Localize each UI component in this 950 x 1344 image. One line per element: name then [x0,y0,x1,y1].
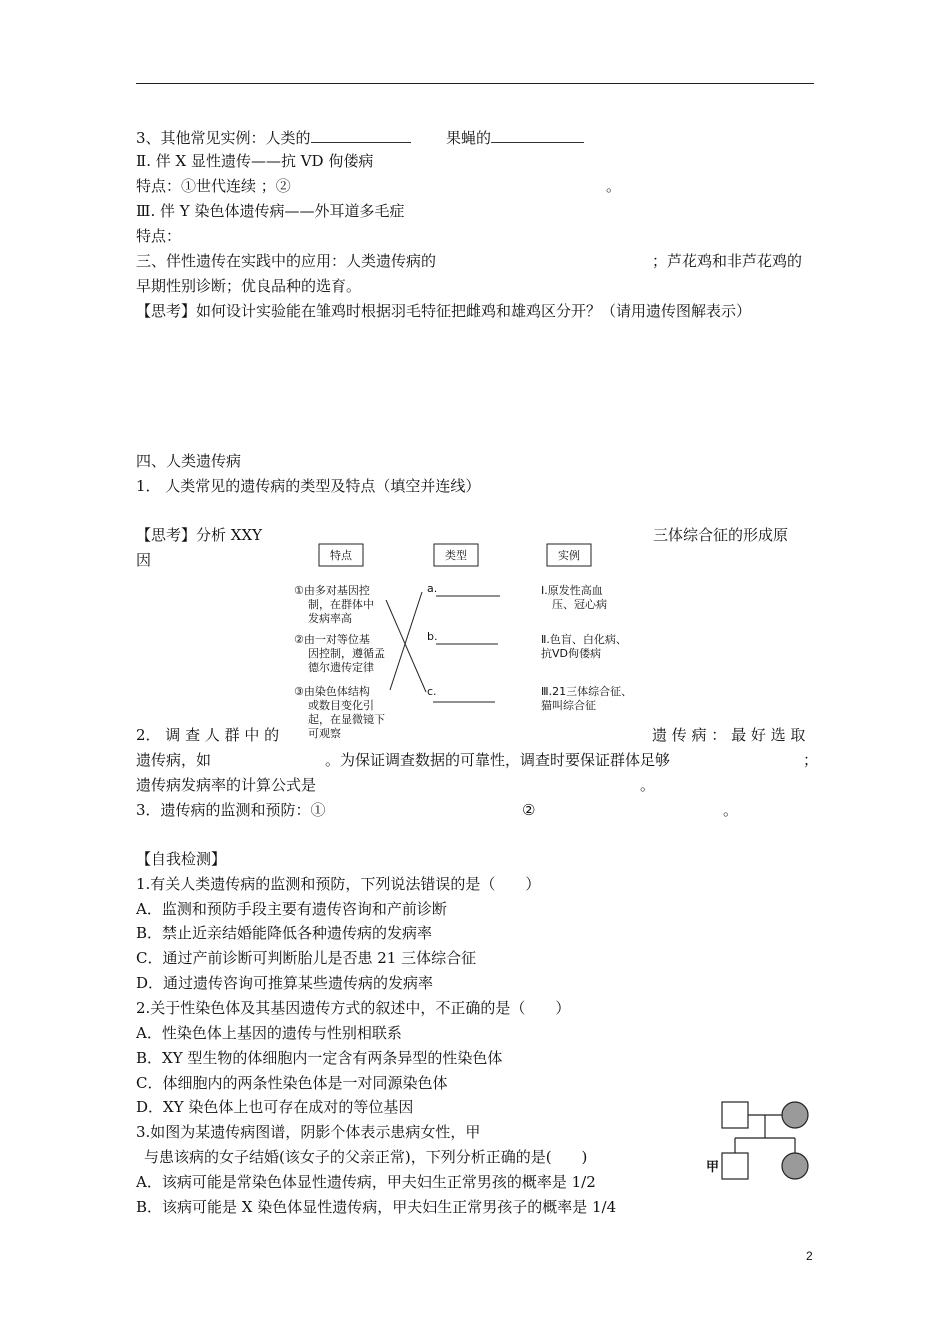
q2-option-d[interactable]: D．XY 染色体上也可存在成对的等位基因 [136,1098,414,1116]
line-application: 三、伴性遗传在实践中的应用：人类遗传病的 [136,252,437,270]
type-b-label: b. [427,630,438,643]
header-features: 特点 [330,549,352,562]
line-prevention: 3．遗传病的监测和预防：① [136,801,326,819]
female-affected-symbol [782,1102,808,1128]
feature-3-line-3: 起，在显微镜下 [308,713,385,726]
text: 果蝇的 [446,129,492,147]
connector-line[interactable] [390,592,422,690]
line-survey: 2． 调 查 人 群 中 的 [136,726,280,744]
line-think-1: 【思考】如何设计实验能在雏鸡时根据羽毛特征把雌鸡和雄鸡区分开？（请用遗传图解表示） [136,302,752,320]
male-jia-symbol [722,1153,748,1179]
feature-3-line-1: ③由染色体结构 [294,685,370,698]
self-test-title: 【自我检测】 [136,850,227,868]
header-type: 类型 [445,549,467,562]
question-3-cont: 与患该病的女子结婚(该女子的父亲正常)，下列分析正确的是( ) [144,1148,588,1166]
example-1-line-2: 压、冠心病 [552,598,607,611]
q2-option-c[interactable]: C．体细胞内的两条性染色体是一对同源染色体 [136,1074,448,1092]
female-affected-symbol [782,1153,808,1179]
feature-2-line-2: 因控制，遵循孟 [308,647,385,660]
q1-option-b[interactable]: B．禁止近亲结婚能降低各种遗传病的发病率 [136,924,433,942]
q3-option-b[interactable]: B．该病可能是 X 染色体显性遗传病，甲夫妇生正常男孩子的概率是 1/4 [136,1198,617,1216]
q1-option-c[interactable]: C．通过产前诊断可判断胎儿是否患 21 三体综合征 [136,949,477,967]
example-2-line-2: 抗VD佝偻病 [541,647,601,660]
line-survey-cont: 遗 传 病 ： 最 好 选 取 [652,726,806,744]
question-1: 1.有关人类遗传病的监测和预防，下列说法错误的是（ ） [136,875,541,893]
q1-option-a[interactable]: A．监测和预防手段主要有遗传咨询和产前诊断 [136,900,447,918]
q3-option-a[interactable]: A．该病可能是常染色体显性遗传病，甲夫妇生正常男孩的概率是 1/2 [136,1173,596,1191]
line-application-cont: ；芦花鸡和非芦花鸡的 [652,252,803,270]
section-title-human-disease: 四、人类遗传病 [136,452,242,470]
line-think-2-end: 因 [136,551,152,569]
male-unaffected-symbol [722,1102,748,1128]
period: 。 [723,801,739,819]
type-c-label: c. [427,685,437,698]
line-types-features: 1． 人类常见的遗传病的类型及特点（填空并连线） [136,477,481,495]
example-2-line-1: Ⅱ.色盲、白化病、 [541,633,627,646]
feature-2-line-1: ②由一对等位基 [294,633,370,646]
feature-1-line-1: ①由多对基因控 [294,584,370,597]
line-think-2-cont: 三体综合征的形成原 [653,526,789,544]
semicolon: ； [803,751,819,769]
example-3-line-1: Ⅲ.21三体综合征、 [541,685,633,698]
q2-option-b[interactable]: B．XY 型生物的体细胞内一定含有两条异型的性染色体 [136,1049,503,1067]
type-a-label: a. [427,582,438,595]
connector-line[interactable] [386,600,426,692]
feature-1-line-3: 发病率高 [308,612,352,625]
page-number: 2 [806,1249,813,1263]
line-survey-2-mid: 。为保证调查数据的可靠性，调查时要保证群体足够 [325,751,671,769]
line-y-linked: Ⅲ. 伴 Y 染色体遗传病——外耳道多毛症 [136,202,405,220]
prevention-item-2: ② [522,801,536,819]
header-example: 实例 [558,549,580,562]
feature-3-line-2: 或数目变化引 [308,699,374,712]
line-survey-2: 遗传病，如 [136,751,212,769]
pedigree-chart [722,1102,808,1179]
q2-option-a[interactable]: A．性染色体上基因的遗传与性别相联系 [136,1024,402,1042]
line-features-2: 特点： [136,227,182,245]
example-1-line-1: Ⅰ.原发性高血 [541,584,603,597]
period: 。 [606,177,622,195]
question-3: 3.如图为某遗传病图谱，阴影个体表示患病女性，甲 [136,1123,481,1141]
line-think-2: 【思考】分析 XXY [136,526,263,544]
question-2: 2.关于性染色体及其基因遗传方式的叙述中，不正确的是（ ） [136,999,571,1017]
period: 。 [640,776,656,794]
line-formula: 遗传病发病率的计算公式是 [136,776,317,794]
feature-3-line-4: 可观察 [308,727,341,740]
line-breeding: 早期性别诊断；优良品种的选育。 [136,277,362,295]
line-features-1: 特点：①世代连续 ；② [136,177,291,195]
q1-option-d[interactable]: D．通过遗传咨询可推算某些遗传病的发病率 [136,974,434,992]
feature-2-line-3: 德尔遗传定律 [308,661,374,674]
text: 3、其他常见实例：人类的 [136,129,311,147]
jia-label: 甲 [706,1160,720,1175]
feature-1-line-2: 制，在群体中 [308,598,374,611]
example-3-line-2: 猫叫综合征 [541,699,596,712]
line-x-dominant: Ⅱ. 伴 X 显性遗传——抗 VD 佝偻病 [136,152,374,170]
